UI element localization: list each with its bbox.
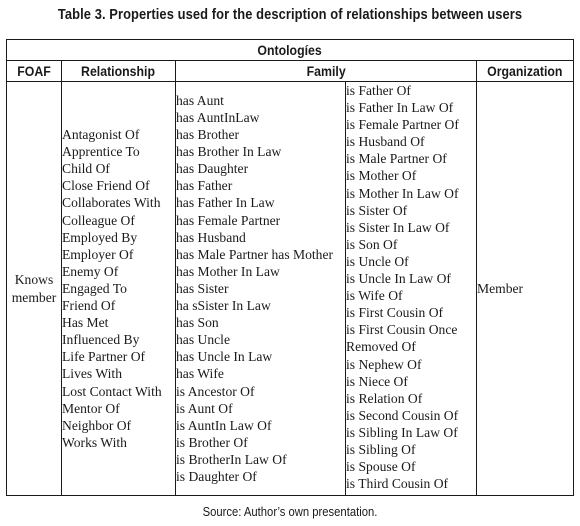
cell-line: has Husband [176,229,246,245]
cell-line: Member [477,280,524,296]
cell-line: is AuntIn Law Of [176,417,272,433]
cell-line: Life Partner Of [62,349,146,365]
cell-line: Colleague Of [62,212,135,228]
cell-line: is Nephew Of [346,356,422,372]
table-source: Source: Author’s own presentation. [202,505,378,519]
cell-line: member [11,289,57,305]
cell-line: Neighbor Of [62,417,132,433]
cell-line: Mentor Of [62,400,120,416]
cell-line: has Uncle [176,332,230,348]
cell-line: has Brother [176,127,240,143]
cell-line: is Aunt Of [176,400,233,416]
cell-line: has Female Partner [176,212,281,228]
cell-line: Employed By [62,229,138,245]
cell-line: is Brother Of [176,434,248,450]
cell-line: is Ancestor Of [176,383,255,399]
cell-line: is Daughter Of [176,468,257,484]
column-header-row [7,61,574,82]
cell-line: Lives With [62,366,122,382]
cell-line: Removed Of [346,339,416,355]
cell-line: Collaborates With [62,195,161,211]
cell-line: is First Cousin Once [346,322,458,338]
cell-line: has Father [176,178,233,194]
cell-line: is Second Cousin Of [346,407,459,423]
foaf-header: FOAF [7,61,62,82]
family-cell-right [346,82,477,496]
cell-line: has Male Partner has Mother [176,246,334,262]
family-header: Family [176,61,477,82]
cell-line: Friend Of [62,298,116,314]
foaf-cell [7,82,62,496]
cell-line: Lost Contact With [62,383,162,399]
cell-line: Enemy Of [62,263,119,279]
cell-line: is Spouse Of [346,459,416,475]
relationship-header: Relationship [62,61,176,82]
cell-line: is Relation Of [346,390,423,406]
cell-line: is Father Of [346,83,411,98]
cell-line: is Mother In Law Of [346,185,459,201]
cell-line: has Sister [176,280,229,296]
cell-line: has Daughter [176,161,249,177]
cell-line: has Father In Law [176,195,275,211]
table-body-row [7,82,574,496]
family-cell-left [176,82,346,496]
cell-line: is Uncle Of [346,253,409,269]
cell-line: is Sister Of [346,202,408,218]
cell-line: Employer Of [62,246,134,262]
table-caption: Table 3. Properties used for the description of relationships between users [57,6,523,23]
cell-line: is Uncle In Law Of [346,271,451,287]
cell-line: has Uncle In Law [176,349,273,365]
cell-line: has Aunt [176,92,224,108]
cell-line: is Niece Of [346,373,408,389]
cell-line: Close Friend Of [62,178,150,194]
cell-line: has Brother In Law [176,144,282,160]
cell-line: is Son Of [346,236,398,252]
cell-line: Knows [14,272,54,288]
cell-line: is Sibling In Law Of [346,424,458,440]
cell-line: is Female Partner Of [346,117,459,133]
super-header-row [7,40,574,61]
cell-line: is Male Partner Of [346,151,447,167]
cell-line: Engaged To [62,280,127,296]
cell-line: has Son [176,315,219,331]
relationship-cell [62,82,176,496]
cell-line: Works With [62,434,127,450]
cell-line: is Mother Of [346,168,417,184]
cell-line: Antagonist Of [62,127,140,143]
ontologies-header: Ontologíes [7,40,574,61]
cell-line: ha sSister In Law [176,298,271,314]
cell-line: has Wife [176,366,224,382]
cell-line: Has Met [62,315,109,331]
cell-line: is Third Cousin Of [346,476,449,492]
cell-line: has Mother In Law [176,263,280,279]
cell-line: is Sister In Law Of [346,219,450,235]
organization-header: Organization [477,61,574,82]
cell-line: Child Of [62,161,110,177]
cell-line: is Wife Of [346,288,403,304]
properties-table [6,39,574,496]
cell-line: is Husband Of [346,134,425,150]
cell-line: Apprentice To [62,144,140,160]
organization-cell [477,82,574,496]
cell-line: is First Cousin Of [346,305,444,321]
cell-line: is BrotherIn Law Of [176,451,287,467]
cell-line: Influenced By [62,332,140,348]
cell-line: is Sibling Of [346,441,416,457]
cell-line: has AuntInLaw [176,110,260,126]
cell-line: is Father In Law Of [346,100,454,116]
